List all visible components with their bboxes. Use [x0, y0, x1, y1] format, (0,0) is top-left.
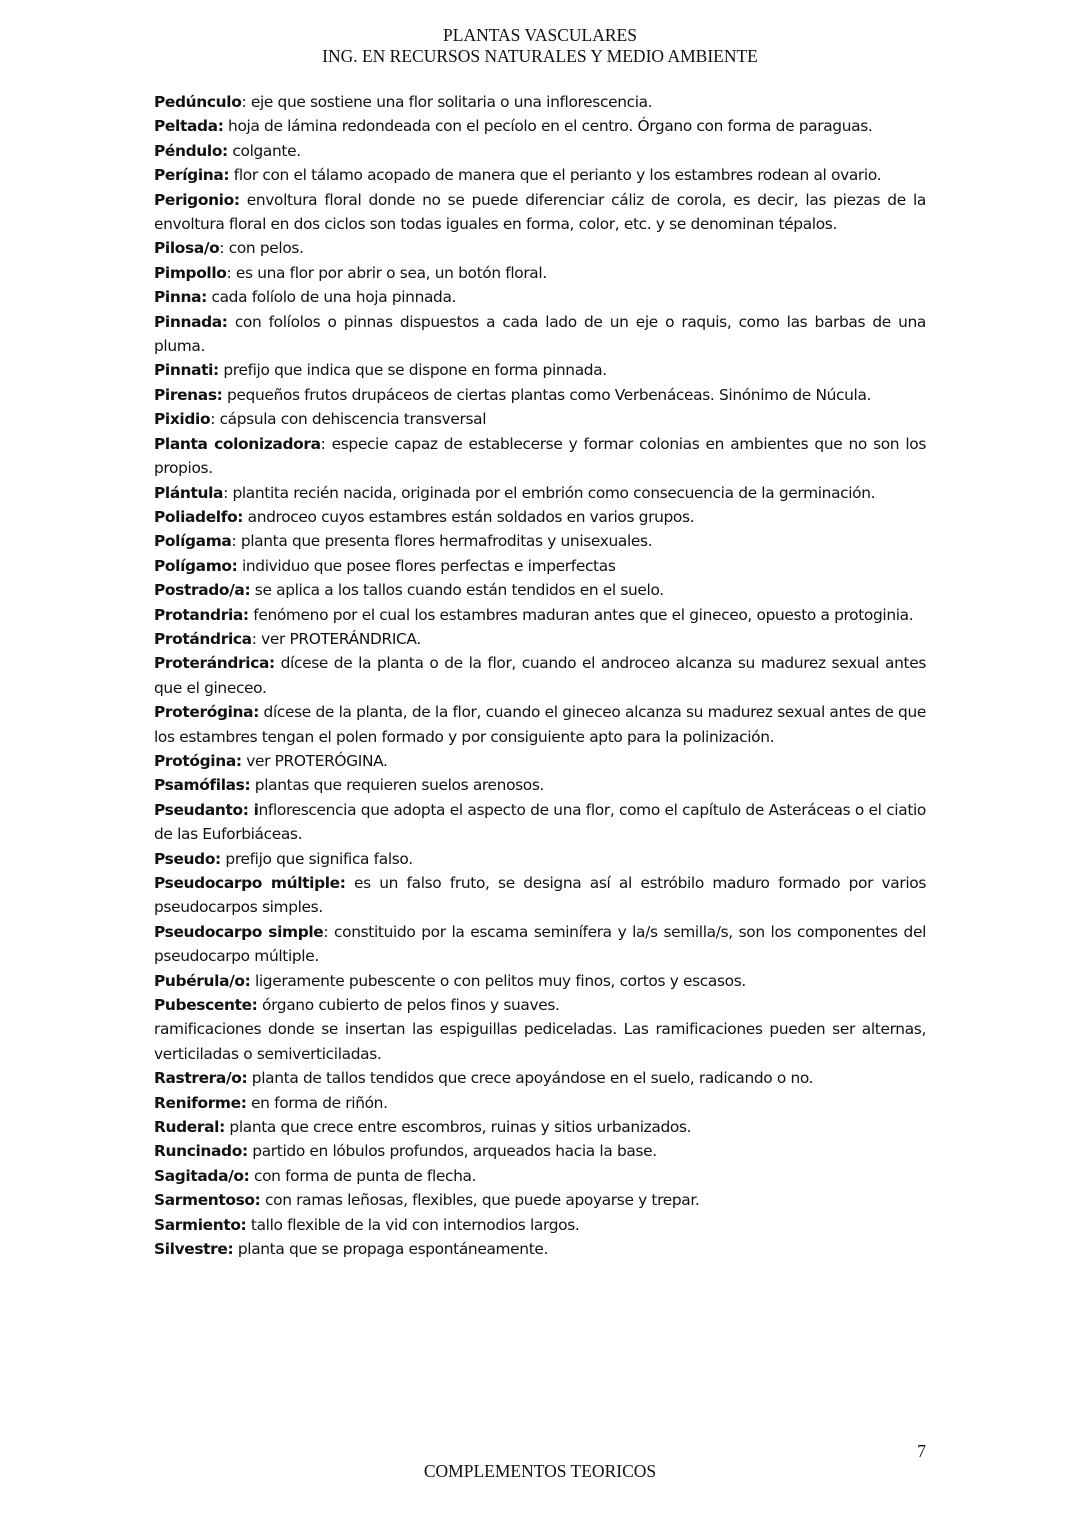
glossary-definition: con pelos.	[224, 239, 304, 258]
glossary-entry	[154, 505, 926, 529]
glossary-definition: hoja de lámina redondeada con el pecíolo en el centro. Órgano con forma de paraguas.	[223, 117, 873, 136]
glossary-definition: dícese de la planta, de la flor, cuando el gineceo alcanza su madurez sexual antes de que los estambres tengan el polen formado y por consiguiente apto para la polinización.	[154, 703, 926, 746]
glossary-term: Silvestre:	[154, 1240, 234, 1259]
glossary-entry	[154, 90, 926, 114]
page-footer: COMPLEMENTOS TEORICOS	[423, 1461, 657, 1481]
glossary-entry	[154, 1066, 926, 1090]
glossary-separator: :	[226, 263, 232, 282]
glossary-definition: envoltura floral donde no se puede diferenciar cáliz de corola, es decir, las piezas de la envoltura floral en dos ciclos son todas iguales en forma, color, etc. y se denominan tépalos.	[154, 190, 926, 234]
glossary-entry	[154, 310, 926, 359]
glossary-term: Pubérula/o:	[154, 971, 251, 990]
glossary-term: Runcinado:	[154, 1142, 248, 1161]
glossary-term: Pimpollo	[154, 263, 227, 282]
glossary-term: Pubescente:	[154, 996, 258, 1015]
glossary-term: Planta colonizadora	[154, 434, 321, 453]
glossary-term: Pinna:	[154, 288, 207, 307]
glossary-entry	[154, 969, 926, 993]
glossary-definition: planta de tallos tendidos que crece apoyándose en el suelo, radicando o no.	[247, 1069, 814, 1088]
glossary-entry	[154, 1164, 926, 1188]
glossary-definition: flor con el tálamo acopado de manera que el perianto y los estambres rodean al ovario.	[229, 166, 882, 185]
glossary-definition: partido en lóbulos profundos, arqueados hacia la base.	[247, 1142, 657, 1161]
page-number: 7	[917, 1441, 926, 1461]
glossary-term: Poliadelfo:	[154, 507, 244, 526]
glossary-definition: prefijo que significa falso.	[220, 849, 413, 868]
glossary-definition: especie capaz de establecerse y formar colonias en ambientes que no son los propios.	[154, 434, 927, 478]
glossary-entry	[154, 651, 926, 700]
glossary-term: Proterándrica:	[154, 654, 275, 673]
glossary-definition: plantita recién nacida, originada por el embrión como consecuencia de la germinación.	[227, 483, 876, 502]
glossary-separator: :	[223, 483, 228, 502]
glossary-entry	[154, 1213, 926, 1237]
glossary-definition: planta que presenta flores hermafroditas y unisexuales.	[236, 532, 653, 551]
glossary-term: Sagitada/o:	[154, 1166, 250, 1185]
glossary-separator: :	[241, 93, 247, 111]
glossary-definition: ramificaciones donde se insertan las espiguillas pediceladas. Las ramificaciones pueden ser alternas, verticiladas o semiverticiladas.	[154, 1020, 926, 1063]
glossary-entry	[154, 871, 926, 920]
header-subtitle: ING. EN RECURSOS NATURALES Y MEDIO AMBIENTE	[322, 46, 758, 66]
glossary-entry	[154, 1091, 926, 1115]
glossary-term: Pedúnculo	[154, 93, 242, 111]
glossary-term: Sarmiento:	[154, 1215, 247, 1234]
glossary-entry	[154, 603, 926, 627]
glossary-definition: planta que se propaga espontáneamente.	[233, 1240, 549, 1259]
glossary-definition: plantas que requieren suelos arenosos.	[250, 776, 545, 795]
glossary-definition: es un falso fruto, se designa así al estróbilo maduro formado por varios pseudocarpos simples.	[154, 874, 926, 917]
glossary-entry	[154, 554, 926, 578]
glossary-definition: individuo que posee flores perfectas e imperfectas	[237, 556, 616, 575]
glossary-definition: cada folíolo de una hoja pinnada.	[206, 288, 457, 307]
glossary-entry	[154, 163, 926, 187]
glossary-entry	[154, 407, 926, 431]
glossary-definition: androceo cuyos estambres están soldados en varios grupos.	[243, 507, 695, 526]
glossary-entry	[154, 114, 926, 138]
glossary-term: Protógina:	[154, 751, 242, 770]
glossary-term: Pilosa/o	[154, 239, 220, 258]
glossary-term: Pseudocarpo múltiple:	[154, 874, 346, 892]
glossary-definition: colgante.	[227, 141, 301, 160]
glossary-definition: es una flor por abrir o sea, un botón floral.	[231, 263, 547, 282]
glossary-term: Pseudocarpo simple	[154, 922, 324, 941]
glossary-entry	[154, 749, 926, 773]
glossary-definition: dícese de la planta o de la flor, cuando el androceo alcanza su madurez sexual antes que el gineceo.	[154, 654, 926, 697]
glossary-definition: nflorescencia que adopta el aspecto de una flor, como el capítulo de Asteráceas o el ciatio de las Euforbiáceas.	[154, 800, 926, 844]
glossary-definition: con ramas leñosas, flexibles, que puede apoyarse y trepar.	[260, 1191, 700, 1210]
glossary-entry	[154, 529, 926, 553]
glossary-entry	[154, 1017, 926, 1066]
glossary-term: Proterógina:	[154, 703, 259, 722]
glossary-term: Sarmentoso:	[154, 1191, 261, 1210]
glossary-entry	[154, 358, 926, 382]
glossary-term: Protandria:	[154, 605, 249, 624]
glossary-entry	[154, 432, 926, 481]
glossary-entry	[154, 578, 926, 602]
glossary-definition: ver PROTERÓGINA.	[241, 751, 388, 770]
glossary-term: Polígamo:	[154, 556, 238, 575]
glossary-entry	[154, 261, 926, 285]
glossary-separator: :	[231, 532, 237, 551]
glossary-separator: :	[210, 410, 216, 429]
glossary-list	[154, 90, 926, 1262]
glossary-separator: :	[320, 434, 326, 453]
glossary-term: Psamófilas:	[154, 776, 251, 795]
glossary-term: Pirenas:	[154, 385, 223, 404]
glossary-definition: órgano cubierto de pelos finos y suaves.	[257, 996, 560, 1015]
glossary-term: Pixidio	[154, 410, 211, 429]
glossary-definition: planta que crece entre escombros, ruinas y sitios urbanizados.	[224, 1118, 692, 1137]
glossary-definition: tallo flexible de la vid con internodios largos.	[246, 1215, 580, 1234]
glossary-definition: cápsula con dehiscencia transversal	[215, 410, 487, 429]
glossary-entry	[154, 383, 926, 407]
glossary-term: Reniforme:	[154, 1093, 247, 1112]
header-title: PLANTAS VASCULARES	[443, 25, 637, 45]
glossary-separator: :	[323, 922, 329, 941]
glossary-term: Perigonio:	[154, 190, 240, 209]
glossary-term: Ruderal:	[154, 1118, 225, 1137]
glossary-term: Rastrera/o:	[154, 1069, 248, 1088]
glossary-definition: ver PROTERÁNDRICA.	[256, 629, 421, 648]
glossary-definition: con forma de punta de flecha.	[249, 1166, 477, 1185]
glossary-entry	[154, 1139, 926, 1163]
glossary-entry	[154, 920, 926, 969]
glossary-definition: prefijo que indica que se dispone en forma pinnada.	[218, 361, 607, 380]
glossary-separator: :	[251, 629, 257, 648]
glossary-entry	[154, 236, 926, 260]
glossary-term: Péndulo:	[154, 141, 228, 160]
glossary-entry	[154, 1237, 926, 1261]
glossary-term: Polígama	[154, 532, 232, 551]
glossary-entry	[154, 700, 926, 749]
glossary-term: Pinnati:	[154, 361, 219, 380]
glossary-term: Perígina:	[154, 166, 230, 185]
glossary-term: Postrado/a:	[154, 581, 251, 600]
glossary-definition: ligeramente pubescente o con pelitos muy finos, cortos y escasos.	[250, 971, 746, 990]
glossary-entry	[154, 798, 926, 847]
glossary-term: Pseudanto: i	[154, 800, 259, 819]
glossary-entry	[154, 139, 926, 163]
glossary-definition: constituido por la escama seminífera y la/s semilla/s, son los componentes del pseudocarpo múltiple.	[154, 922, 927, 966]
glossary-entry	[154, 1188, 926, 1212]
glossary-term: Pseudo:	[154, 849, 221, 868]
glossary-definition: fenómeno por el cual los estambres maduran antes que el gineceo, opuesto a protoginia.	[248, 605, 914, 624]
glossary-entry	[154, 627, 926, 651]
glossary-entry	[154, 993, 926, 1017]
page-header	[0, 25, 1080, 67]
glossary-term: Protándrica	[154, 629, 252, 648]
glossary-entry	[154, 188, 926, 237]
glossary-entry	[154, 285, 926, 309]
glossary-term: Plántula	[154, 483, 224, 502]
glossary-entry	[154, 847, 926, 871]
glossary-entry	[154, 773, 926, 797]
glossary-definition: con folíolos o pinnas dispuestos a cada lado de un eje o raquis, como las barbas de una pluma.	[154, 312, 926, 356]
glossary-separator: :	[219, 239, 225, 258]
glossary-definition: se aplica a los tallos cuando están tendidos en el suelo.	[250, 581, 664, 600]
glossary-definition: pequeños frutos drupáceos de ciertas plantas como Verbenáceas. Sinónimo de Núcula.	[222, 385, 872, 404]
glossary-entry	[154, 481, 926, 505]
glossary-entry	[154, 1115, 926, 1139]
glossary-definition: eje que sostiene una flor solitaria o una inflorescencia.	[246, 93, 653, 111]
glossary-term: Peltada:	[154, 117, 224, 136]
glossary-term: Pinnada:	[154, 312, 228, 331]
glossary-definition: en forma de riñón.	[246, 1093, 388, 1112]
